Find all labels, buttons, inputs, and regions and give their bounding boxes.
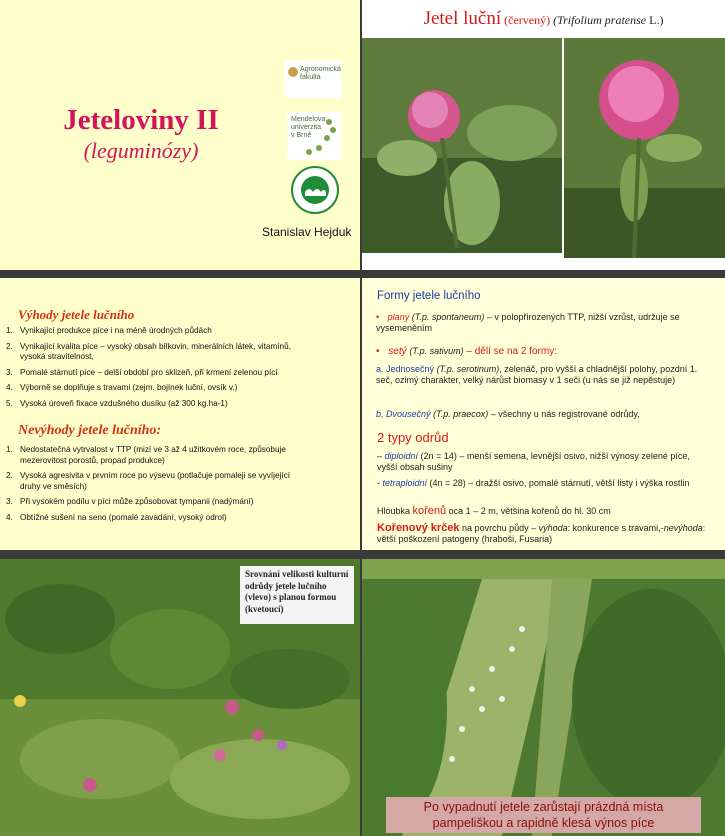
mendel-university-logo: [287, 112, 341, 160]
slide-dandelion-field: [362, 559, 725, 836]
mendel-line-3: v Brně: [291, 132, 312, 139]
list-item: 2. Vysoká agresivita v prvním roce po výsevu (potlačuje pomaleji se vyvíjející druhy ve směsích): [6, 471, 290, 491]
slide-red-clover: [362, 0, 725, 270]
clover-title-sub: (červený): [501, 13, 554, 27]
dandelion-field-image: [362, 559, 725, 836]
disadvantages-list: [6, 445, 306, 528]
slide-meadow-photo: [0, 559, 360, 836]
dandelion-caption: [386, 797, 701, 833]
advantages-heading: Výhody jetele lučního: [18, 307, 135, 322]
list-item: 3. Pomalé stárnutí píce – delší období pro sklizeň, při krmení zelenou pící: [6, 367, 278, 377]
author-name: Stanislav Hejduk: [262, 225, 352, 239]
forms-heading: Formy jetele lučního: [377, 290, 481, 302]
list-item: 1. Nedostatečná vytrvalost v TTP (mizí ve 3 až 4 užitkovém roce, způsobuje mezerovitost porostů, propad produkce): [6, 445, 286, 465]
list-item: 4. Výborně se doplňuje s travami (zejm. bojínek luční, ovsík v.): [6, 383, 238, 392]
list-item: 3. Při vysokém podílu v píci může způsobovat tympanii (nadýmání): [6, 497, 254, 506]
form-sown: • setý (T.p. sativum) – dělí se na 2 formy:: [376, 346, 557, 357]
slide-subtitle: (leguminózy): [83, 138, 199, 163]
form-single-cut: a. Jednosečný (T.p. serotinum), zelenáč, pro vyšší a chladnější polohy, pozdní 1. seč, ozimý charakter, velký nárůst biomasy v 1 seči (u nás se již nepěstuje): [376, 364, 698, 385]
comparison-caption: Srovnání velikosti kulturní odrůdy jetele lučního (vlevo) s planou formou (kvetoucí): [240, 566, 354, 624]
clover-flower-image-2: [564, 38, 725, 258]
slide-title-heading: Jeteloviny II: [63, 104, 219, 136]
slide-clover-forms: [362, 278, 725, 550]
clover-title: [362, 8, 725, 30]
clover-title-main: Jetel luční: [423, 8, 502, 29]
advantages-list: [6, 326, 306, 414]
slide-pros-cons: [0, 278, 360, 550]
dandelion-caption-line-1: Po vypadnutí jetele zarůstají prázdná místa: [423, 800, 664, 814]
slide-title: [0, 0, 360, 270]
list-item: 2. Vynikající kvalita píce – vysoký obsah bílkovin, minerálních látek, vitamínů, vysoká stravitelnost,: [6, 341, 291, 361]
diploid-item: – diploidní (2n = 14) – menší semena, levnější osivo, nižší výnosy zelené píce, vyšší obsah sušiny: [377, 451, 690, 472]
mendel-line-2: univerzita: [291, 124, 321, 131]
mendel-line-1: Mendelova: [291, 116, 326, 123]
clover-title-latin: (Trifolium pratense: [553, 13, 647, 27]
tetraploid-item: - tetraploidní (4n = 28) – dražší osivo, pomalé stárnutí, větší listy i výška rostlin: [377, 478, 690, 488]
clover-flower-image-1: [362, 38, 562, 253]
list-item: 5. Vysoká úroveň fixace vzdušného dusíku (až 300 kg.ha-1): [6, 398, 228, 408]
root-depth: Hloubka kořenů oca 1 – 2 m, většina kořenů do hl. 30 cm: [377, 505, 611, 517]
grassland-emblem-logo: [287, 165, 343, 215]
list-item: 4. Obtížné sušení na seno (pomalé zavadání, vysoký odrol): [6, 512, 227, 522]
list-item: 1. Vynikající produkce píce i na méně úrodných půdách: [6, 326, 212, 335]
grassland-emblem-icon: [287, 165, 343, 215]
af-logo-text: Agronomická fakulta: [300, 66, 341, 81]
dandelion-caption-line-2: pampeliškou a rapidně klesá výnos píce: [432, 816, 655, 830]
form-wild: • planý (T.p. spontaneum) – v polopřirozených TTP, nižší vzrůst, udržuje se vysemeněním: [376, 312, 680, 333]
clover-title-author: L.): [646, 13, 664, 27]
clover-photo-2: [564, 38, 725, 258]
variety-types-heading: 2 typy odrůd: [377, 430, 449, 445]
agronomicka-fakulta-logo: [284, 60, 342, 98]
root-crown: Kořenový krček na povrchu půdy – výhoda: konkurence s travami,-nevýhoda: větší poškození patogeny (hraboši, Fusaria): [377, 522, 706, 544]
mendel-dots-icon: [287, 112, 341, 160]
disadvantages-heading: Nevýhody jetele lučního:: [18, 423, 162, 438]
clover-photo-1: [362, 38, 562, 253]
form-double-cut: b. Dvousečný (T.p. praecox) – všechny u nás registrované odrůdy,: [376, 409, 640, 419]
